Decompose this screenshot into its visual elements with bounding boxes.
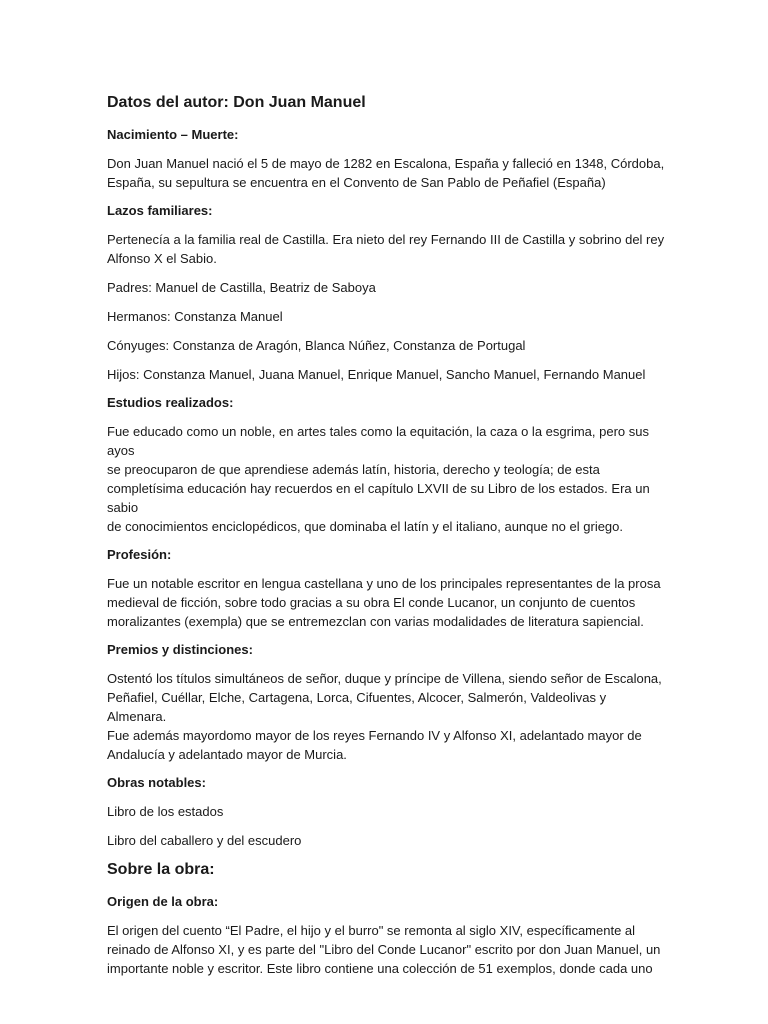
origin-heading: Origen de la obra:	[107, 894, 219, 909]
children-paragraph: Hijos: Constanza Manuel, Juana Manuel, Enrique Manuel, Sancho Manuel, Fernando Manuel	[107, 367, 646, 382]
awards-paragraph: Ostentó los títulos simultáneos de señor, duque y príncipe de Villena, siendo señor de Escalona, Peñafiel, Cuéllar, Elche, Cartagena, Lorca, Cifuentes, Alcocer, Salmerón, Valdeolivas y Almenara. Fue además mayordomo mayor de los reyes Fernando IV y Alfonso XI, adelantado mayor de Andalucía y adelantado mayor de Murcia.	[107, 671, 662, 762]
birth-paragraph: Don Juan Manuel nació el 5 de mayo de 1282 en Escalona, España y falleció en 1348, Córdoba, España, su sepultura se encuentra en el Convento de San Pablo de Peñafiel (España)	[107, 156, 665, 190]
profession-heading: Profesión:	[107, 547, 172, 562]
document-page	[107, 93, 667, 988]
studies-paragraph: Fue educado como un noble, en artes tales como la equitación, la caza o la esgrima, pero sus ayos se preocuparon de que aprendiese además latín, historia, derecho y teología; de esta completísima educación hay recuerdos en el capítulo LXVII de su Libro de los estados. Era un sabio de conocimientos enciclopédicos, que dominaba el latín y el italiano, aunque no el griego.	[107, 424, 650, 534]
parents-paragraph: Padres: Manuel de Castilla, Beatriz de Saboya	[107, 280, 376, 295]
siblings-paragraph: Hermanos: Constanza Manuel	[107, 309, 283, 324]
works-heading: Obras notables:	[107, 775, 206, 790]
awards-heading: Premios y distinciones:	[107, 642, 253, 657]
profession-paragraph: Fue un notable escritor en lengua castellana y uno de los principales representantes de la prosa medieval de ficción, sobre todo gracias a su obra El conde Lucanor, un conjunto de cuentos moralizantes (exempla) que se entremezclan con varias modalidades de literatura sapiencial.	[107, 576, 661, 629]
about-title: Sobre la obra:	[107, 861, 215, 878]
origin-paragraph: El origen del cuento “El Padre, el hijo y el burro" se remonta al siglo XIV, específicamente al reinado de Alfonso XI, y es parte del "Libro del Conde Lucanor" escrito por don Juan Manuel, un importante noble y escritor. Este libro contiene una colección de 51 exemplos, donde cada uno	[107, 923, 661, 976]
work-item: Libro de los estados	[107, 804, 224, 819]
document-title: Datos del autor: Don Juan Manuel	[107, 94, 366, 111]
family-heading: Lazos familiares:	[107, 203, 213, 218]
studies-heading: Estudios realizados:	[107, 395, 234, 410]
work-item: Libro del caballero y del escudero	[107, 833, 302, 848]
birth-heading: Nacimiento – Muerte:	[107, 127, 239, 142]
spouses-paragraph: Cónyuges: Constanza de Aragón, Blanca Núñez, Constanza de Portugal	[107, 338, 526, 353]
family-paragraph: Pertenecía a la familia real de Castilla. Era nieto del rey Fernando III de Castilla y sobrino del rey Alfonso X el Sabio.	[107, 232, 665, 266]
